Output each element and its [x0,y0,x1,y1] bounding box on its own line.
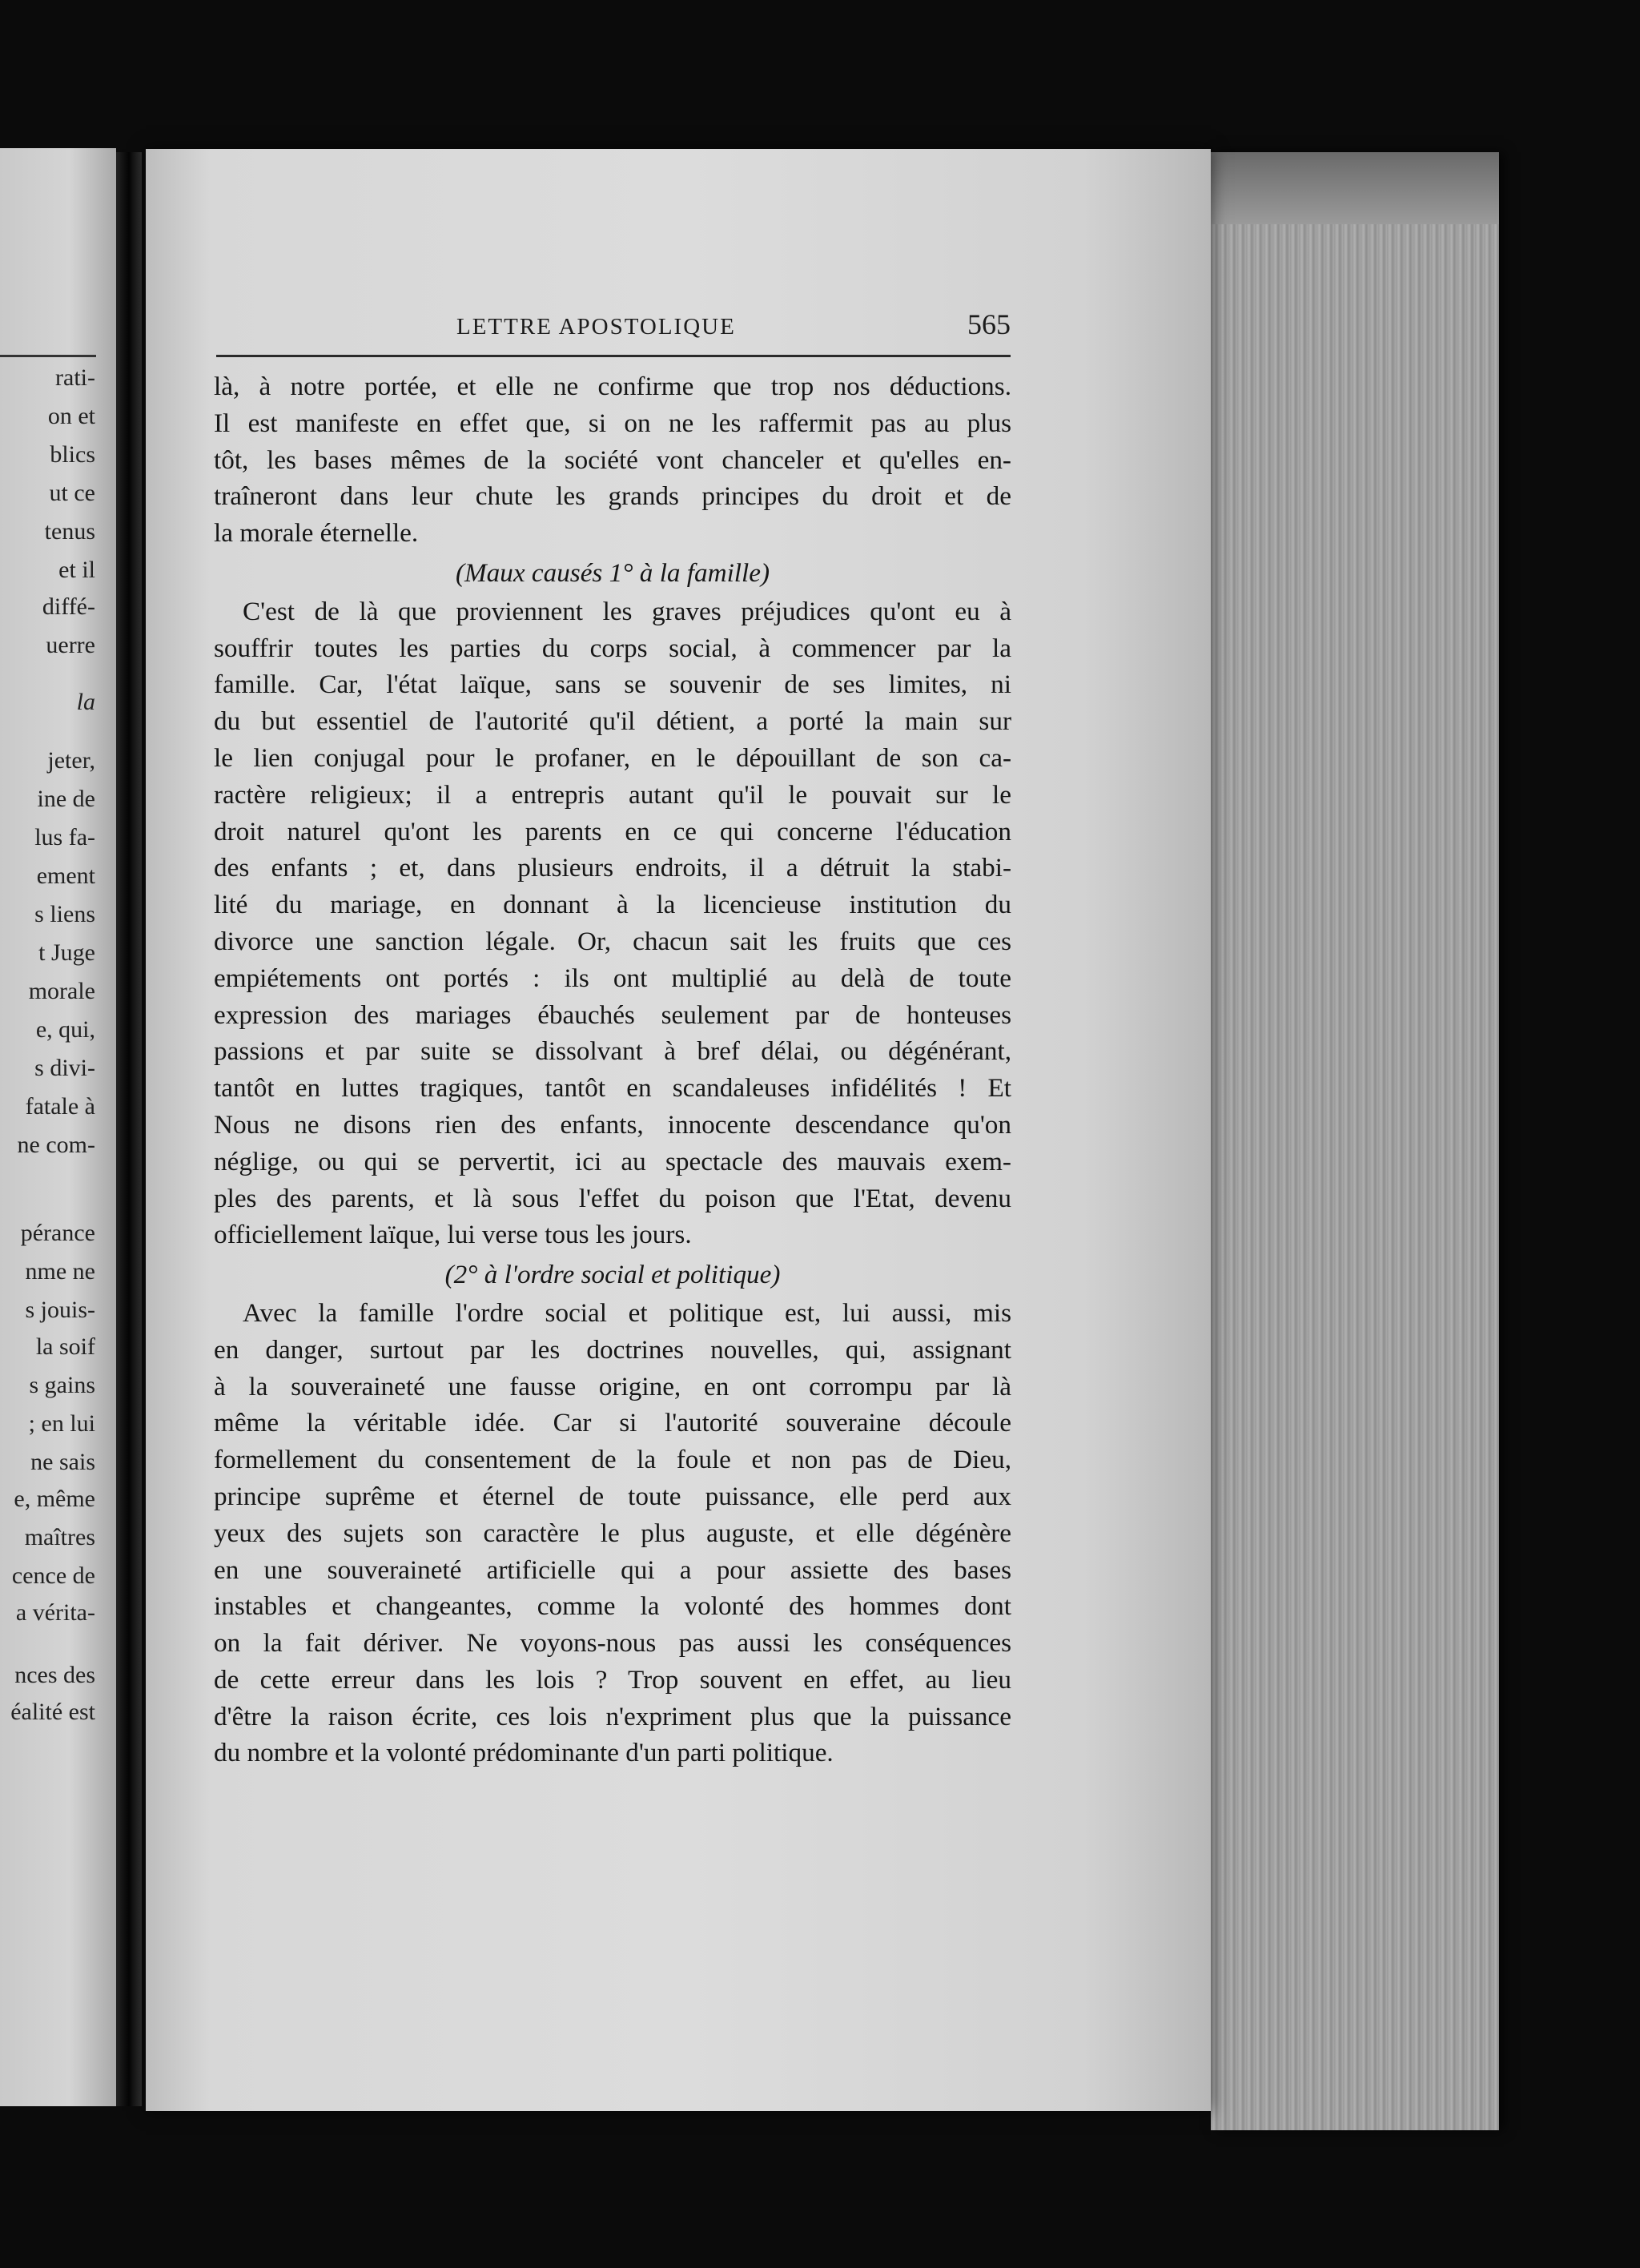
paragraph-3 [214,1295,1011,1771]
text-line: souffrir toutes les parties du corps social, à commencer par la [214,633,1011,663]
left-page-fragment: lus fa- [34,824,95,850]
section-heading-1: (Maux causés 1° à la famille) [455,557,770,588]
paragraph-2 [214,593,1011,1253]
text-line: tantôt en luttes tragiques, tantôt en scandaleuses infidélités ! Et [214,1073,1011,1104]
text-line: en danger, surtout par les doctrines nouvelles, qui, assignant [214,1334,1011,1365]
left-page-rule [0,355,96,357]
text-line: ples des parents, et là sous l'effet du poison que l'Etat, devenu [214,1183,1011,1213]
text-line: des enfants ; et, dans plusieurs endroits, il a détruit la stabi- [214,853,1011,883]
text-line: à la souveraineté une fausse origine, en ont corrompu par là [214,1371,1011,1401]
page-body [214,368,1011,1771]
text-line: le lien conjugal pour le profaner, en le dépouillant de son ca- [214,742,1011,773]
header-rule [216,355,1011,357]
text-line: Avec la famille l'ordre social et politique est, lui aussi, mis [243,1297,1011,1328]
left-page-fragment: s jouis- [25,1297,95,1323]
left-page-fragment: e, même [14,1486,95,1512]
text-line: instables et changeantes, comme la volonté des hommes dont [214,1591,1011,1622]
left-page-fragment: tenus [44,518,95,545]
text-line: traîneront dans leur chute les grands principes du droit et de [214,481,1011,512]
left-page-fragment: t Juge [38,939,95,966]
left-page-fragment: la soif [35,1333,95,1360]
left-page-fragment: s gains [29,1372,95,1398]
text-line: Il est manifeste en effet que, si on ne les raffermit pas au plus [214,408,1011,438]
text-line: tôt, les bases mêmes de la société vont chanceler et qu'elles en- [214,444,1011,475]
left-page-fragment: on et [47,403,95,429]
text-line: officiellement laïque, lui verse tous les jours. [214,1220,692,1250]
left-page-fragment: uerre [46,632,95,658]
left-page-fragment: fatale à [25,1093,95,1120]
left-page-fragment: ; en lui [28,1410,95,1437]
left-page-fragment: ut ce [49,480,95,506]
text-line: formellement du consentement de la foule et non pas de Dieu, [214,1445,1011,1475]
book-gutter [116,152,142,2106]
page-header [216,308,1011,354]
left-page-fragment: éalité est [10,1699,95,1725]
text-line: là, à notre portée, et elle ne confirme que trop nos déductions. [214,372,1011,401]
left-page-fragment: s liens [34,901,95,927]
text-line: principe suprême et éternel de toute puissance, elle perd aux [214,1481,1011,1511]
left-page-fragment: s divi- [34,1055,95,1081]
left-page-fragment: et il [58,557,95,583]
text-line: en une souveraineté artificielle qui a pour assiette des bases [214,1554,1011,1585]
left-page-fragment: ement [36,863,95,889]
text-line: on la fait dériver. Ne voyons-nous pas aussi les conséquences [214,1628,1011,1659]
text-line: la morale éternelle. [214,518,419,549]
left-facing-page [0,148,116,2106]
left-page-fragment: rati- [55,364,95,391]
text-line: passions et par suite se dissolvant à bref délai, ou dégénérant, [214,1036,1011,1067]
page-number: 565 [967,308,1011,340]
text-line: famille. Car, l'état laïque, sans se souvenir de ses limites, ni [214,670,1011,700]
running-title: LETTRE APOSTOLIQUE [456,314,736,340]
left-page-fragment: cence de [11,1562,95,1589]
text-line: C'est de là que proviennent les graves préjudices qu'ont eu à [243,596,1011,626]
left-page-fragment: e, qui, [35,1016,95,1043]
text-line: empiétements ont portés : ils ont multiplié au delà de toute [214,963,1011,993]
text-line: ractère religieux; il a entrepris autant qu'il le pouvait sur le [214,779,1011,810]
text-line: de cette erreur dans les lois ? Trop souvent en effet, au lieu [214,1664,1011,1695]
left-page-fragment: jeter, [47,747,95,774]
text-line: d'être la raison écrite, ces lois n'expriment plus que la puissance [214,1701,1011,1731]
text-line: divorce une sanction légale. Or, chacun sait les fruits que ces [214,926,1011,956]
text-line: droit naturel qu'ont les parents en ce qui concerne l'éducation [214,816,1011,846]
text-line: lité du mariage, en donnant à la licencieuse institution du [214,890,1011,920]
text-line: yeux des sujets son caractère le plus auguste, et elle dégénère [214,1518,1011,1548]
page-block-top [1211,152,1499,224]
left-page-fragment: a vérita- [15,1599,95,1626]
left-page-fragment: morale [28,978,95,1004]
left-page-fragment: nme ne [25,1258,95,1285]
text-line: même la véritable idée. Car si l'autorité souveraine découle [214,1408,1011,1438]
left-page-fragment: nces des [14,1662,95,1688]
left-page-fragment: ne sais [30,1449,95,1475]
page-block-edges [1211,152,1499,2130]
text-line: du but essentiel de l'autorité qu'il détient, a porté la main sur [214,706,1011,737]
section-heading-2: (2° à l'ordre social et politique) [444,1260,781,1290]
text-line: du nombre et la volonté prédominante d'un parti politique. [214,1738,834,1768]
left-page-fragment: ine de [37,786,95,812]
text-line: Nous ne disons rien des enfants, innocente descendance qu'on [214,1109,1011,1140]
left-page-fragment: maîtres [24,1524,95,1550]
text-line: néglige, ou qui se pervertit, ici au spectacle des mauvais exem- [214,1146,1011,1176]
left-page-fragment: blics [50,441,95,468]
left-page-fragment: diffé- [42,593,95,620]
left-page-fragment: ne com- [17,1132,95,1158]
text-line: expression des mariages ébauchés seulement par de honteuses [214,999,1011,1030]
left-page-fragment: la [76,689,95,715]
paragraph-1 [214,368,1011,552]
left-page-fragment: pérance [20,1220,95,1246]
